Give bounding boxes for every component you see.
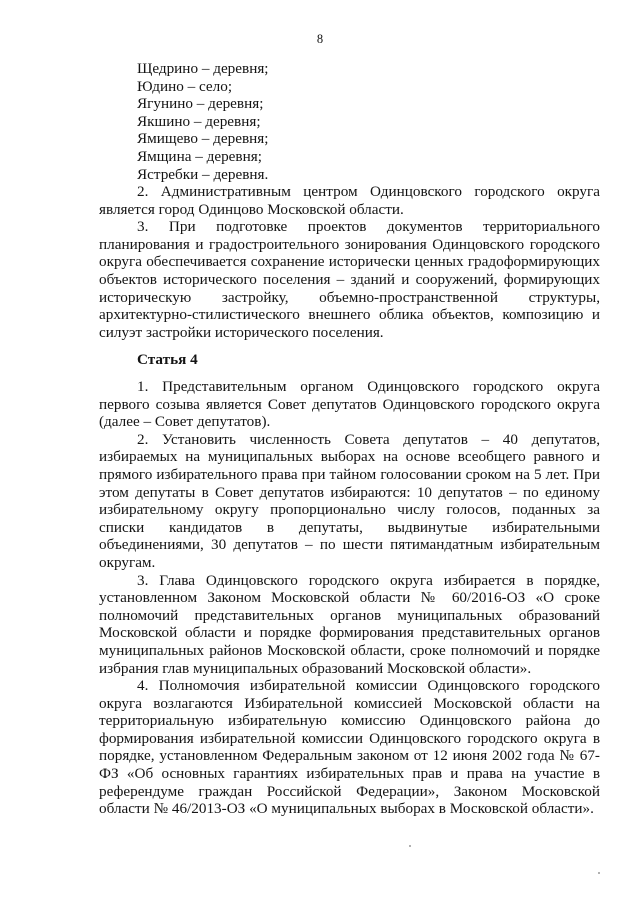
paragraph-representative-body: 1. Представительным органом Одинцовского городского округа первого созыва является Совет депутатов Одинцовского городского округа (далее – Совет депутатов). <box>99 378 600 431</box>
list-item: Юдино – село; <box>137 77 233 95</box>
list-item: Якшино – деревня; <box>137 112 261 130</box>
paragraph-election-commission: 4. Полномочия избирательной комиссии Одинцовского городского округа возлагаются Избирательной комиссией Московской области на территориальную избирательную комиссию Одинцовского района до формирования избирательной комиссии Одинцовского городского округа в порядке, установленном Федеральным законом от 12 июня 2002 года № 67-ФЗ «Об основных гарантиях избирательных прав и права на участие в референдуме граждан Российской Федерации», Законом Московской области № 46/2013-ОЗ «О муниципальных выборах в Московской области». <box>99 677 600 818</box>
paragraph-head-election: 3. Глава Одинцовского городского округа избирается в порядке, установленном Законом Московской области № 60/2016-ОЗ «О сроке полномочий представительных органов муниципальных образований Московской области и порядке формирования представительных органов муниципальных районов Московской области, сроке полномочий и порядке избрания глав муниципальных образований Московской области». <box>99 571 600 677</box>
article-3-paragraphs <box>99 183 600 341</box>
list-item: Ягунино – деревня; <box>137 95 264 113</box>
scan-speck <box>598 872 600 874</box>
paragraph-deputies-count: 2. Установить численность Совета депутатов – 40 депутатов, избираемых на муниципальных выборах на основе всеобщего равного и прямого избирательного права при тайном голосовании сроком на 5 лет. При этом депутаты в Совет депутатов избираются: 10 депутатов – по единому избирательному округу пропорционально числу голосов, поданных за списки кандидатов в депутаты, выдвинутые избирательными объединениями, 30 депутатов – по шести пятимандатным избирательным округам. <box>99 430 600 571</box>
article-heading: Статья 4 <box>137 351 198 368</box>
list-item: Ястребки – деревня. <box>137 165 269 183</box>
page-number: 8 <box>316 32 324 46</box>
article-4-paragraphs <box>99 378 600 818</box>
list-item: Щедрино – деревня; <box>137 60 269 77</box>
paragraph-historic-preservation: 3. При подготовке проектов документов территориального планирования и градостроительного зонирования Одинцовского городского округа обеспечивается сохранение исторически ценных градоформирующих объектов исторического поселения – зданий и сооружений, формирующих историческую застройку, объемно-пространственной структуры, архитектурно-стилистического внешнего облика объектов, композицию и силуэт застройки исторического поселения. <box>99 218 600 341</box>
list-item: Ямищево – деревня; <box>137 130 269 148</box>
paragraph-admin-center: 2. Административным центром Одинцовского городского округа является город Одинцово Московской области. <box>99 183 600 218</box>
list-item: Ямщина – деревня; <box>137 147 262 165</box>
settlement-list <box>99 60 600 183</box>
scan-speck <box>409 845 411 847</box>
